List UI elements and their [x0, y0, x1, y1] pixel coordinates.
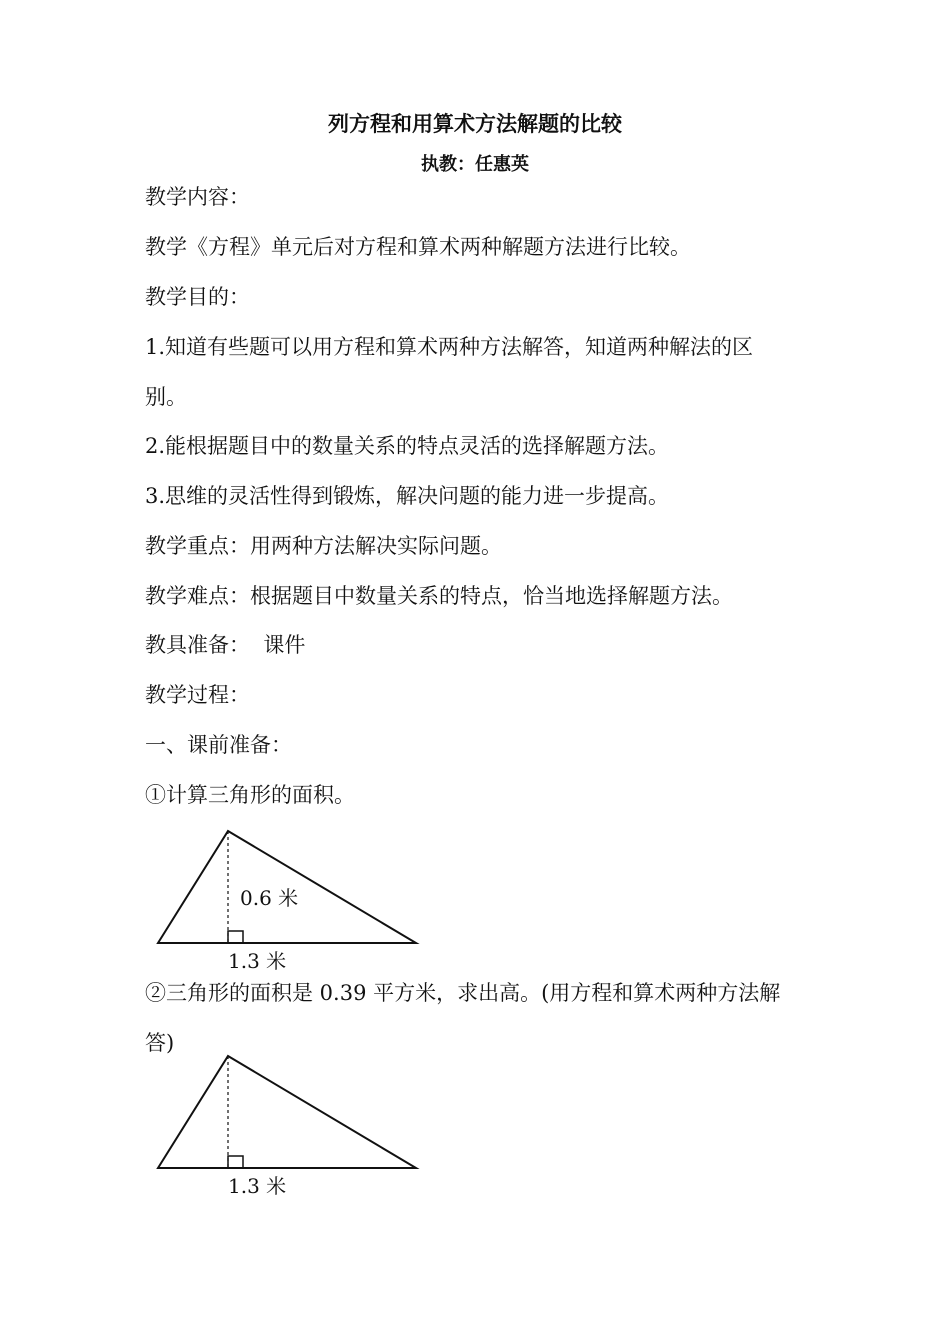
height-label: 0.6 米 — [240, 886, 299, 910]
objective-1-cont: 别。 — [145, 385, 187, 409]
question-2: ②三角形的面积是 0.39 平方米，求出高。(用方程和算术两种方法解 — [145, 981, 781, 1005]
objective-1: 1.知道有些题可以用方程和算术两种方法解答，知道两种解法的区 — [145, 335, 754, 359]
base-label: 1.3 米 — [228, 1174, 287, 1198]
triangle-figure-1 — [140, 820, 440, 980]
content-text: 教学《方程》单元后对方程和算术两种解题方法进行比较。 — [145, 235, 691, 259]
heading-process: 教学过程： — [145, 683, 250, 707]
question-2-cont: 答) — [145, 1031, 175, 1055]
section-1-heading: 一、课前准备： — [145, 733, 292, 757]
base-label: 1.3 米 — [228, 949, 287, 973]
triangle-outline — [158, 1056, 416, 1168]
heading-objectives: 教学目的： — [145, 285, 250, 309]
right-angle-mark — [228, 931, 243, 943]
teaching-aids: 教具准备： 课件 — [145, 633, 306, 657]
document-title: 列方程和用算术方法解题的比较 — [328, 112, 622, 136]
objective-3: 3.思维的灵活性得到锻炼，解决问题的能力进一步提高。 — [145, 484, 670, 508]
triangle-figure-2 — [140, 1045, 440, 1205]
heading-content: 教学内容： — [145, 185, 250, 209]
right-angle-mark — [228, 1156, 243, 1168]
difficulty: 教学难点：根据题目中数量关系的特点，恰当地选择解题方法。 — [145, 584, 733, 608]
question-1: ①计算三角形的面积。 — [145, 783, 355, 807]
key-point: 教学重点：用两种方法解决实际问题。 — [145, 534, 502, 558]
objective-2: 2.能根据题目中的数量关系的特点灵活的选择解题方法。 — [145, 434, 670, 458]
teacher-line: 执教：任惠英 — [421, 154, 529, 175]
